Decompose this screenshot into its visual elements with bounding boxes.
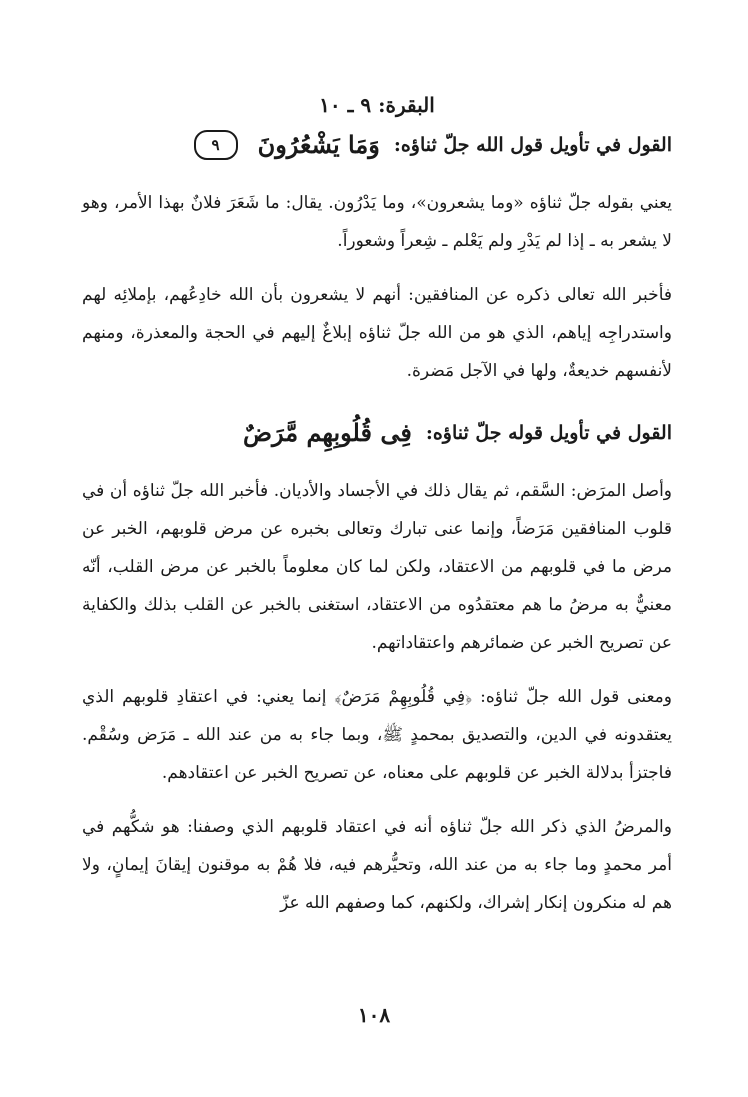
section-heading-1-text: القول في تأويل قول الله جلّ ثناؤه: — [393, 134, 672, 156]
ayah-number-marker: ٩ — [194, 130, 238, 160]
section-heading-2 — [82, 416, 672, 450]
page-number: ١٠٨ — [357, 1003, 391, 1027]
section-heading-1 — [82, 128, 672, 162]
paragraph-1: يعني بقوله جلّ ثناؤه «وما يشعرون»، وما يَدْرُون. يقال: ما شَعَرَ فلانٌ بهذا الأمر، وهو لا يشعر به ـ إذا لم يَدْرِ ولم يَعْلم ـ شِعراً وشعوراً. — [82, 193, 672, 251]
paragraph-3: وأصل المرَض: السَّقم، ثم يقال ذلك في الأجساد والأديان. فأخبر الله جلّ ثناؤه أن في قلوب المنافقين مَرَضاً، وإنما عنى تبارك وتعالى بخبره عن مرض قلوبهم، الخبر عن مرض ما في قلوبهم من الاعتقاد، ولكن لما كان معلوماً بالخبر عن مرض القلب، أنّه معنيٌّ به مرضُ ما هم معتقدُوه من الاعتقاد، استغنى بالخبر عن القلب بذلك والكفاية عن تصريح الخبر عن ضمائرهم واعتقاداتهم. — [82, 481, 672, 653]
section-heading-2-text: القول في تأويل قوله جلّ ثناؤه: — [425, 422, 672, 444]
quran-verse-2: فِى قُلُوبِهِم مَّرَضٌ — [242, 418, 412, 447]
running-head: البقرة: ٩ ـ ١٠ — [319, 93, 435, 117]
paragraph-2: فأخبر الله تعالى ذكره عن المنافقين: أنهم لا يشعرون بأن الله خادِعُهم، بإملائِه لهم واستدراجِه إياهم، الذي هو من الله جلّ ثناؤه إبلاغٌ إليهم في الحجة والمعذرة، ومنهم لأنفسهم خديعةٌ، ولها في الآجل مَضرة. — [82, 285, 672, 381]
page-body — [82, 92, 672, 938]
paragraph-5: والمرضُ الذي ذكر الله جلّ ثناؤه أنه في اعتقاد قلوبهم الذي وصفنا: هو شكُّهم في أمر محمدٍ وما جاء به من عند الله، وتحيُّرهم فيه، فلا هُمْ به موقنون إيقانَ إيمانٍ، ولا هم له منكرون إنكار إشراك، ولكنهم، كما وصفهم الله عزّ — [82, 817, 672, 913]
quran-verse-1: وَمَا يَشْعُرُونَ — [257, 130, 380, 159]
paragraph-4: ومعنى قول الله جلّ ثناؤه: ﴿فِي قُلُوبِهِمْ مَرَضٌ﴾ إنما يعني: في اعتقادِ قلوبهم الذي يعتقدونه في الدين، والتصديق بمحمدٍ ﷺ، وبما جاء به من عند الله ـ مَرَض وسُقْم. فاجتزأ بدلالة الخبر عن قلوبهم على معناه، عن تصريح الخبر عن اعتقادهم. — [82, 687, 672, 783]
